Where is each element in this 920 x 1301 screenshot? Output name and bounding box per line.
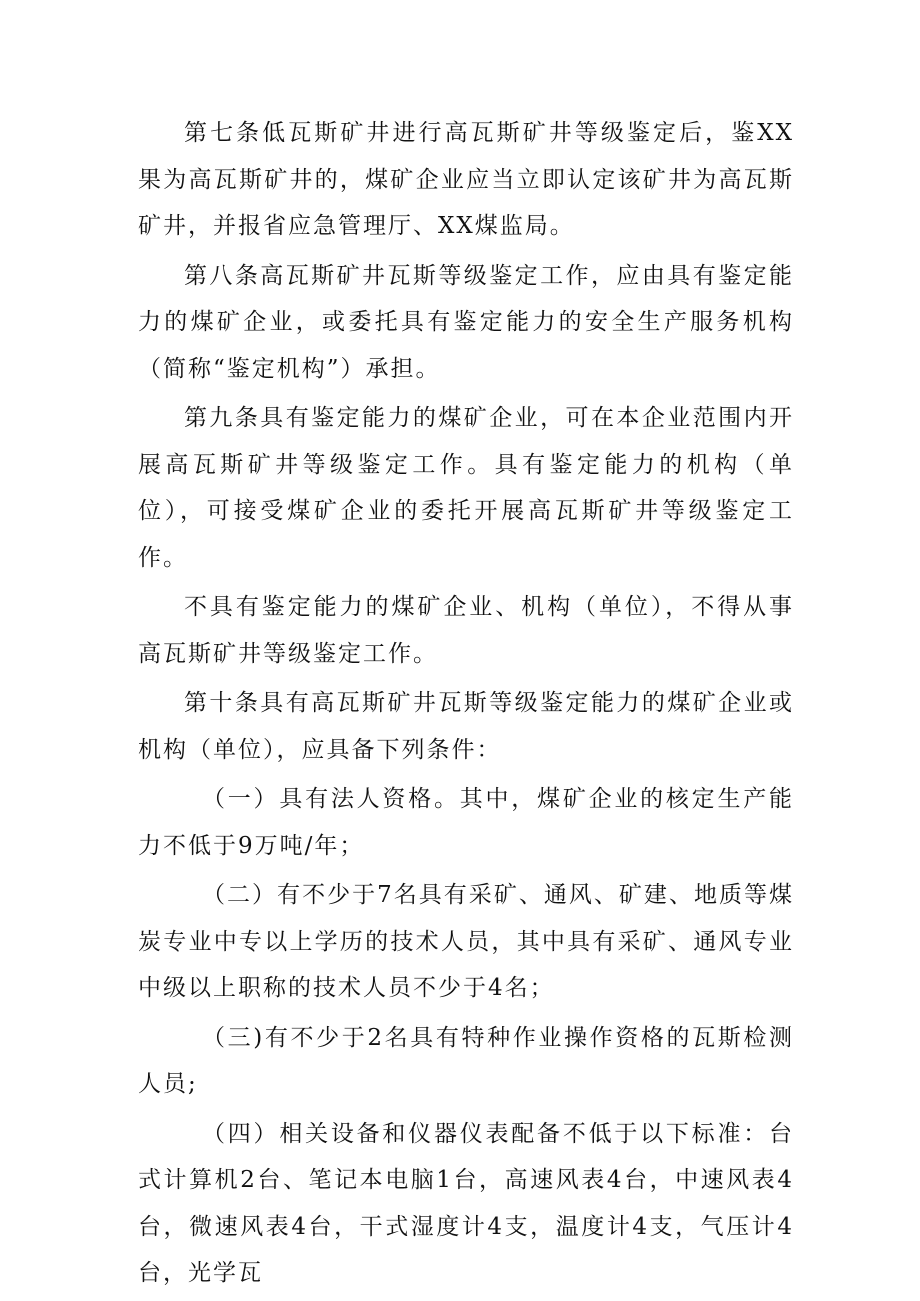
article-9-paragraph: 第九条具有鉴定能力的煤矿企业，可在本企业范围内开展高瓦斯矿井等级鉴定工作。具有鉴定能力的机构（单位），可接受煤矿企业的委托开展高瓦斯矿井等级鉴定工作。: [138, 405, 794, 571]
article-8-paragraph: 第八条高瓦斯矿井瓦斯等级鉴定工作，应由具有鉴定能力的煤矿企业，或委托具有鉴定能力的安全生产服务机构（简称“鉴定机构”）承担。: [138, 262, 794, 382]
condition-item-3: （三)有不少于2名具有特种作业操作资格的瓦斯检测人员;: [138, 1024, 794, 1097]
document-body: [138, 110, 794, 1297]
condition-item-1: （一）具有法人资格。其中，煤矿企业的核定生产能力不低于9万吨/年；: [138, 786, 794, 859]
condition-item-4: （四）相关设备和仪器仪表配备不低于以下标准：台式计算机2台、笔记本电脑1台，高速风表4台，中速风表4台，微速风表4台，干式湿度计4支，温度计4支，气压计4台，光学瓦: [138, 1120, 794, 1286]
article-9-continuation-paragraph: 不具有鉴定能力的煤矿企业、机构（单位），不得从事高瓦斯矿井等级鉴定工作。: [138, 594, 794, 667]
article-7-paragraph: 第七条低瓦斯矿井进行高瓦斯矿井等级鉴定后，鉴XX果为高瓦斯矿井的，煤矿企业应当立即认定该矿井为高瓦斯矿井，并报省应急管理厅、XX煤监局。: [138, 120, 794, 239]
article-10-paragraph: 第十条具有高瓦斯矿井瓦斯等级鉴定能力的煤矿企业或机构（单位），应具备下列条件：: [138, 690, 794, 763]
condition-item-2: （二）有不少于7名具有采矿、通风、矿建、地质等煤炭专业中专以上学历的技术人员，其中具有采矿、通风专业中级以上职称的技术人员不少于4名；: [138, 882, 794, 1001]
